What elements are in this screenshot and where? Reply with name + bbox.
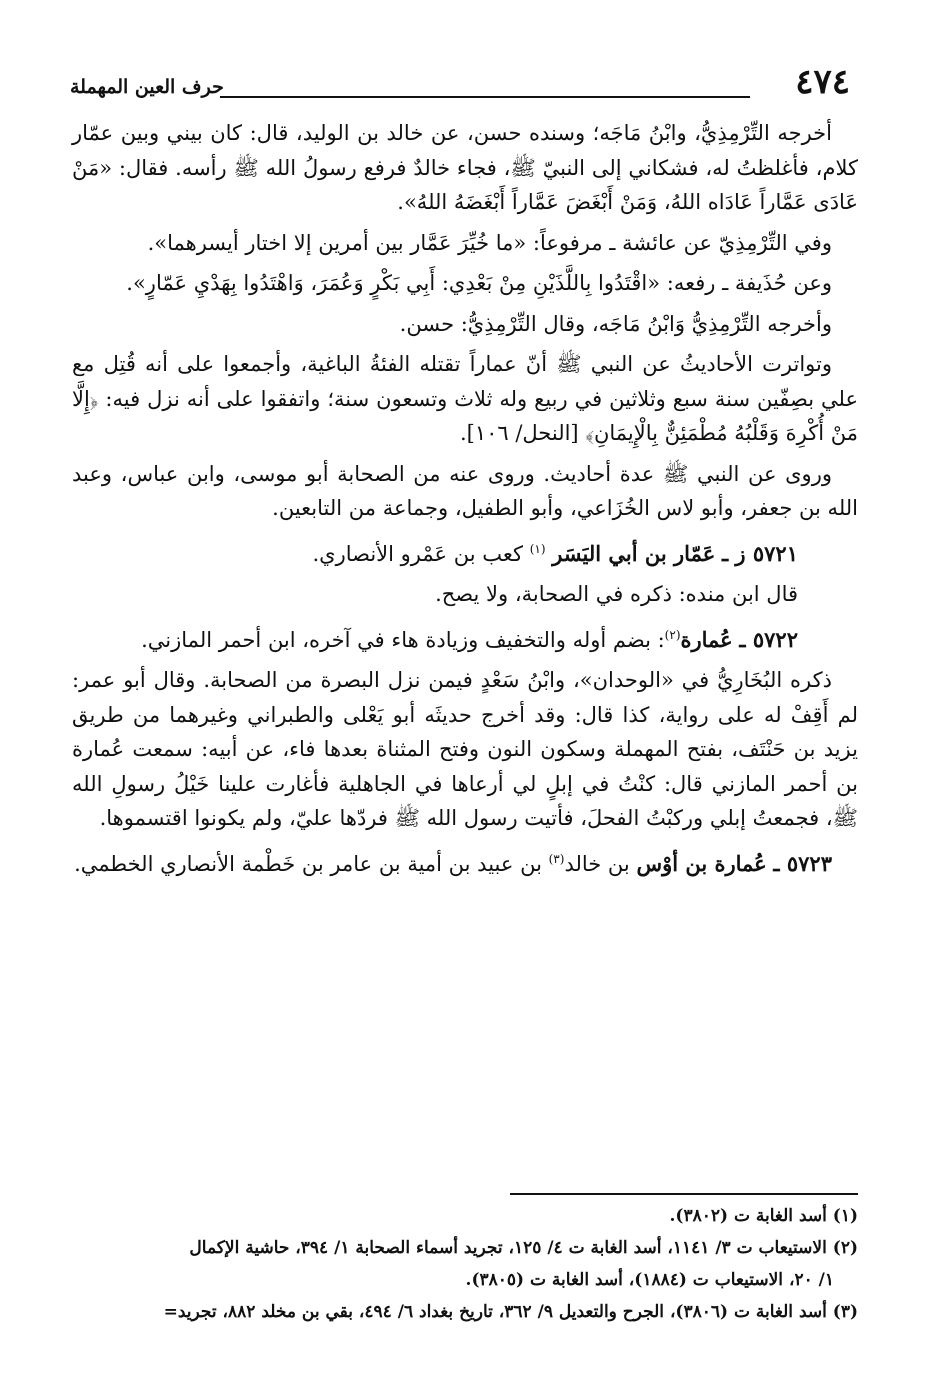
entry-5722-note-ref: (٢) bbox=[664, 627, 681, 642]
entry-5722 bbox=[72, 618, 858, 658]
footnote-rule bbox=[510, 1193, 858, 1195]
entry-5721-note-ref: (١) bbox=[529, 541, 546, 556]
entry-5721-name: عَمّار بن أبي اليَسَر bbox=[552, 540, 716, 566]
footnote-2-continued: ١/ ٢٠، الاستيعاب ت (١٨٨٤)، أسد الغابة ت (٣٨٠٥). bbox=[465, 1270, 834, 1290]
entry-5722-rest: : بضم أوله والتخفيف وزيادة هاء في آخره، ابن أحمر المازني. bbox=[141, 627, 665, 652]
entry-5722-name: عُمارة bbox=[680, 626, 733, 652]
entry-5723-rest: بن عبيد بن أمية بن عامر بن خَطْمة الأنصاري الخطمي. bbox=[74, 851, 542, 876]
entry-5722-text: ذكره البُخَارِيُّ في «الوحدان»، وابْنُ سَعْدٍ فيمن نزل البصرة من الصحابة. وقال أبو عمر: لم أَقِفْ له على رواية، كذا قال: وقد أخرج حديثَه أبو يَعْلى والطبراني وغيرهما من طريق يزيد بن حَنْتَف، بفتح المهملة وسكون النون وفتح المثناة بعدها فاء، عن أبيه: سمعت عُمارة بن أحمر المازني قال: كنْتُ في إبلٍ لي أرعاها في الجاهلية فأغارت علينا خَيْلُ رسولِ الله ﷺ، فجمعتُ إبلي وركبْتُ الفحلَ، فأتيت رسول الله ﷺ فردّها عليّ، ولم يكونوا اقتسموها. bbox=[72, 668, 858, 830]
entry-5722-number: ٥٧٢٢ ـ bbox=[739, 626, 798, 652]
entry-5723 bbox=[72, 842, 858, 882]
paragraph-1: أخرجه التِّرْمِذِيُّ، وابْنُ مَاجَه؛ وسنده حسن، عن خالد بن الوليد، قال: كان بيني وبين عمّار كلام، فأغلظتُ له، فشكاني إلى النبيّ ﷺ، فجاء خالدٌ فرفع رسولُ الله ﷺ رأسه. فقال: «مَنْ عَادَى عَمَّاراً عَادَاه اللهُ، وَمَنْ أَبْغَضَ عَمَّاراً أَبْغَضَهُ اللهُ». bbox=[72, 121, 858, 214]
entry-5721-rest: كعب بن عَمْرو الأنصاري. bbox=[312, 541, 523, 566]
paragraph-3: وعن حُذَيفة ـ رفعه: «اقْتَدُوا بِاللَّذَيْنِ مِنْ بَعْدِي: أَبِي بَكْرٍ وَعُمَرَ، وَاهْتَدُوا بِهَدْيِ عَمّارٍ». bbox=[126, 271, 832, 295]
header-rule bbox=[220, 96, 750, 98]
paragraph-5: وتواترت الأحاديثُ عن النبي ﷺ أنّ عماراً تقتله الفئةُ الباغية، وأجمعوا على أنه قُتِل مع علي بصِفّين سنة سبع وثلاثين في ربيع وله ثلاث وتسعون سنة؛ واتفقوا على أنه نزل فيه: ﴿إِلَّا مَنْ أُكْرِهَ وَقَلْبُهُ مُطْمَئِنٌّ بِالْإِيمَانِ﴾ [النحل/ ١٠٦]. bbox=[72, 352, 858, 445]
footnotes bbox=[72, 1200, 858, 1328]
footnote-2: (٢) الاستيعاب ت ٣/ ١١٤١، أسد الغابة ت ٤/ ١٢٥، تجريد أسماء الصحابة ١/ ٣٩٤، حاشية الإكمال bbox=[189, 1238, 858, 1258]
paragraph-4: وأخرجه التِّرْمِذِيُّ وَابْنُ مَاجَه، وقال التِّرْمِذِيُّ: حسن. bbox=[399, 311, 832, 336]
entry-5721-number: ٥٧٢١ ز ـ bbox=[721, 540, 798, 566]
page-number: ٤٧٤ bbox=[795, 62, 850, 102]
entry-5723-name: عُمارة بن أوْس bbox=[636, 850, 767, 876]
entry-5721-comment: قال ابن منده: ذكره في الصحابة، ولا يصح. bbox=[435, 582, 798, 606]
main-text bbox=[72, 116, 858, 887]
entry-5723-note-ref: (٣) bbox=[548, 851, 565, 866]
entry-5723-number: ٥٧٢٣ ـ bbox=[773, 850, 832, 876]
entry-5721 bbox=[72, 532, 858, 572]
entry-5723-mid: بن خالد bbox=[564, 851, 630, 876]
page-header bbox=[70, 62, 850, 112]
running-title: حرف العين المهملة bbox=[70, 76, 224, 98]
footnote-3: (٣) أسد الغابة ت (٣٨٠٦)، الجرح والتعديل ٩/ ٣٦٢، تاريخ بغداد ٦/ ٤٩٤، بقي بن مخلد ٨٨٢، تجريد= bbox=[163, 1302, 858, 1322]
paragraph-6: وروى عن النبي ﷺ عدة أحاديث. وروى عنه من الصحابة أبو موسى، وابن عباس، وعبد الله بن جعفر، وأبو لاس الخُزَاعي، وأبو الطفيل، وجماعة من التابعين. bbox=[72, 461, 858, 520]
paragraph-2: وفي التِّرْمِذِيّ عن عائشة ـ مرفوعاً: «ما خُيِّرَ عَمَّار بين أمرين إلا اختار أيسرهما». bbox=[147, 230, 832, 255]
footnote-1: (١) أسد الغابة ت (٣٨٠٢). bbox=[669, 1206, 858, 1226]
